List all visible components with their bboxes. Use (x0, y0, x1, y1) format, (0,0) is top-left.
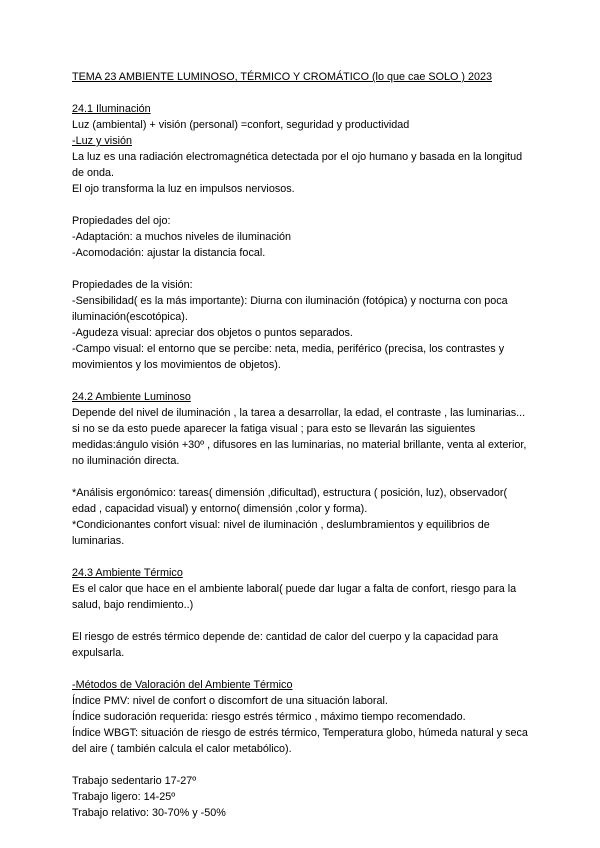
paragraph: El ojo transforma la luz en impulsos nerviosos. (72, 183, 295, 195)
list-item: -Acomodación: ajustar la distancia focal. (72, 247, 266, 259)
section-heading-ambiente-termico: 24.3 Ambiente Térmico (72, 567, 183, 579)
list-item: Índice PMV: nivel de confort o discomfort de una situación laboral. (72, 695, 388, 707)
section-heading-ambiente-luminoso: 24.2 Ambiente Luminoso (72, 391, 191, 403)
list-item: -Sensibilidad( es la más importante): Diurna con iluminación (fotópica) y nocturna con poca iluminación(escotópica). (72, 295, 508, 323)
list-item: -Adaptación: a muchos niveles de iluminación (72, 231, 292, 243)
paragraph: Depende del nivel de iluminación , la tarea a desarrollar, la edad, el contraste , las luminarias... si no se da esto puede aparecer la fatiga visual ; para esto se llevarán las siguientes medidas:ángulo visión +30º , difusores en las luminarias, no material brillante, venta al exterior, no iluminación directa. (72, 407, 527, 467)
list-item: Índice WBGT: situación de riesgo de estrés térmico, Temperatura globo, húmeda natural y seca del aire ( también calcula el calor metabólico). (72, 727, 528, 755)
list-title-vision: Propiedades de la visión: (72, 279, 193, 291)
paragraph: La luz es una radiación electromagnética detectada por el ojo humano y basada en la longitud de onda. (72, 151, 523, 179)
paragraph: *Condicionantes confort visual: nivel de iluminación , deslumbramientos y equilibrios de luminarias. (72, 519, 490, 547)
paragraph: Es el calor que hace en el ambiente laboral( puede dar lugar a falta de confort, riesgo para la salud, bajo rendimiento..) (72, 583, 517, 611)
subheading-luz-vision: -Luz y visión (72, 135, 133, 147)
list-item: -Agudeza visual: apreciar dos objetos o puntos separados. (72, 327, 353, 339)
list-item: -Campo visual: el entorno que se percibe: neta, media, periférico (precisa, los contrastes y movimientos y los movimientos de objetos). (72, 343, 505, 371)
list-item: Trabajo sedentario 17-27º (72, 775, 197, 787)
paragraph: El riesgo de estrés térmico depende de: cantidad de calor del cuerpo y la capacidad para expulsarla. (72, 631, 499, 659)
subheading-metodos: -Métodos de Valoración del Ambiente Térmico (72, 679, 293, 691)
list-item: Índice sudoración requerida: riesgo estrés térmico , máximo tiempo recomendado. (72, 711, 466, 723)
list-title-ojo: Propiedades del ojo: (72, 215, 171, 227)
section-heading-iluminacion: 24.1 Iluminación (72, 103, 151, 115)
list-item: Trabajo ligero: 14-25º (72, 791, 176, 803)
document-content (72, 69, 532, 821)
list-item: Trabajo relativo: 30-70% y -50% (72, 807, 226, 819)
document-title: TEMA 23 AMBIENTE LUMINOSO, TÉRMICO Y CROMÁTICO (lo que cae SOLO ) 2023 (72, 71, 493, 83)
paragraph: *Análisis ergonómico: tareas( dimensión ,dificultad), estructura ( posición, luz), observador( edad , capacidad visual) y entorno( dimensión ,color y forma). (72, 487, 508, 515)
paragraph: Luz (ambiental) + visión (personal) =confort, seguridad y productividad (72, 119, 410, 131)
